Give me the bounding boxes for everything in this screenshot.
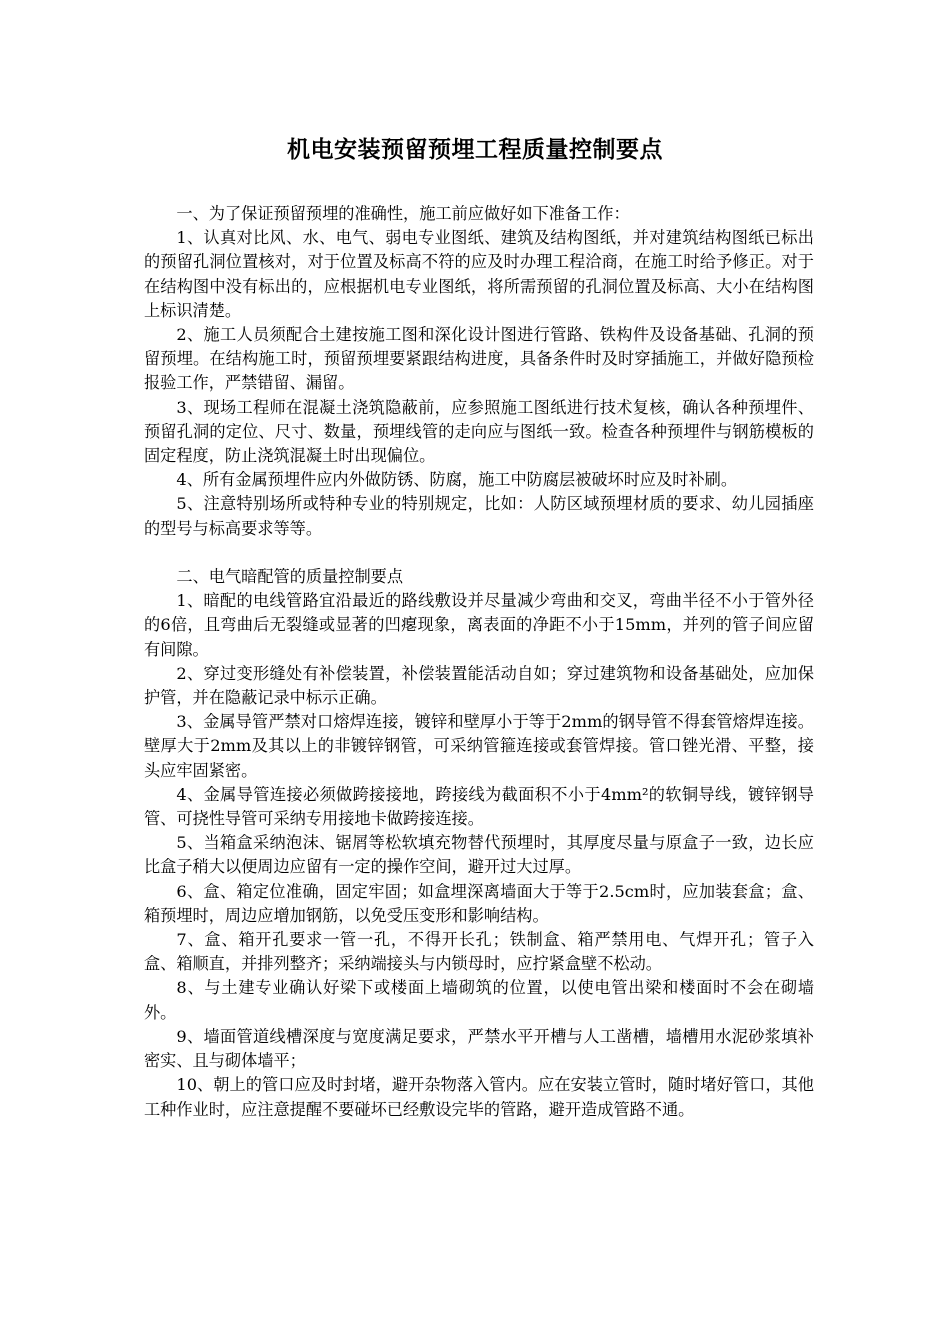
document-title: 机电安装预留预埋工程质量控制要点 [287, 137, 663, 163]
section-1-heading: 一、为了保证预留预埋的准确性，施工前应做好如下准备工作： [176, 204, 630, 223]
section-2-item-1: 1、暗配的电线管路宜沿最近的路线敷设并尽量减少弯曲和交叉，弯曲半径不小于管外径的6倍，且弯曲后无裂缝或显著的凹瘪现象，离表面的净距不小于15mm，并列的管子间应留有间隙。 [144, 591, 814, 659]
section-1-item-4: 4、所有金属预埋件应内外做防锈、防腐，施工中防腐层被破坏时应及时补刷。 [176, 470, 738, 490]
section-1-item-1: 1、认真对比风、水、电气、弱电专业图纸、建筑及结构图纸，并对建筑结构图纸已标出的预留孔洞位置核对，对于位置及标高不符的应及时办理工程洽商，在施工时给予修正。对于在结构图中没有标出的，应根据机电专业图纸，将所需预留的孔洞位置及标高、大小在结构图上标识清楚。 [144, 228, 814, 320]
section-2-item-5: 5、当箱盒采纳泡沫、锯屑等松软填充物替代预埋时，其厚度尽量与原盒子一致，边长应比盒子稍大以便周边应留有一定的操作空间，避开过大过厚。 [144, 833, 814, 877]
section-2-item-3: 3、金属导管严禁对口熔焊连接，镀锌和壁厚小于等于2mm的钢导管不得套管熔焊连接。壁厚大于2mm及其以上的非镀锌钢管，可采纳管箍连接或套管焊接。管口锉光滑、平整，接头应牢固紧密。 [144, 712, 814, 780]
section-1-item-3: 3、现场工程师在混凝土浇筑隐蔽前，应参照施工图纸进行技术复核，确认各种预埋件、预留孔洞的定位、尺寸、数量，预埋线管的走向应与图纸一致。检查各种预埋件与钢筋模板的固定程度，防止浇筑混凝土时出现偏位。 [144, 397, 814, 466]
section-2-item-10: 10、朝上的管口应及时封堵，避开杂物落入管内。应在安装立管时，随时堵好管口，其他工种作业时，应注意提醒不要碰坏已经敷设完毕的管路，避开造成管路不通。 [144, 1075, 814, 1119]
section-2-item-2: 2、穿过变形缝处有补偿装置，补偿装置能活动自如；穿过建筑物和设备基础处，应加保护管，并在隐蔽记录中标示正确。 [144, 663, 814, 708]
section-spacer [144, 541, 814, 565]
section-1-item-5: 5、注意特别场所或特种专业的特别规定，比如：人防区域预埋材质的要求、幼儿园插座的型号与标高要求等等。 [144, 494, 814, 538]
section-2-item-6: 6、盒、箱定位准确，固定牢固；如盒埋深离墙面大于等于2.5cm时，应加装套盒；盒、箱预埋时，周边应增加钢筋，以免受压变形和影响结构。 [144, 881, 814, 925]
section-2-item-9: 9、墙面管道线槽深度与宽度满足要求，严禁水平开槽与人工凿槽，墙槽用水泥砂浆填补密实、且与砌体墙平； [144, 1026, 814, 1071]
section-2-heading: 二、电气暗配管的质量控制要点 [176, 567, 404, 587]
section-2-item-8: 8、与土建专业确认好梁下或楼面上墙砌筑的位置，以使电管出梁和楼面时不会在砌墙外。 [144, 978, 814, 1022]
section-2-item-4: 4、金属导管连接必须做跨接接地，跨接线为截面积不小于4mm²的软铜导线，镀锌钢导管、可挠性导管可采纳专用接地卡做跨接连接。 [144, 784, 814, 829]
section-2-item-7: 7、盒、箱开孔要求一管一孔，不得开长孔；铁制盒、箱严禁用电、气焊开孔；管子入盒、箱顺直，并排列整齐；采纳端接头与内锁母时，应拧紧盒壁不松动。 [144, 930, 814, 974]
section-1-item-2: 2、施工人员须配合土建按施工图和深化设计图进行管路、铁构件及设备基础、孔洞的预留预埋。在结构施工时，预留预埋要紧跟结构进度，具备条件时及时穿插施工，并做好隐预检报验工作，严禁错留、漏留。 [144, 325, 814, 393]
document-body [144, 202, 814, 1122]
